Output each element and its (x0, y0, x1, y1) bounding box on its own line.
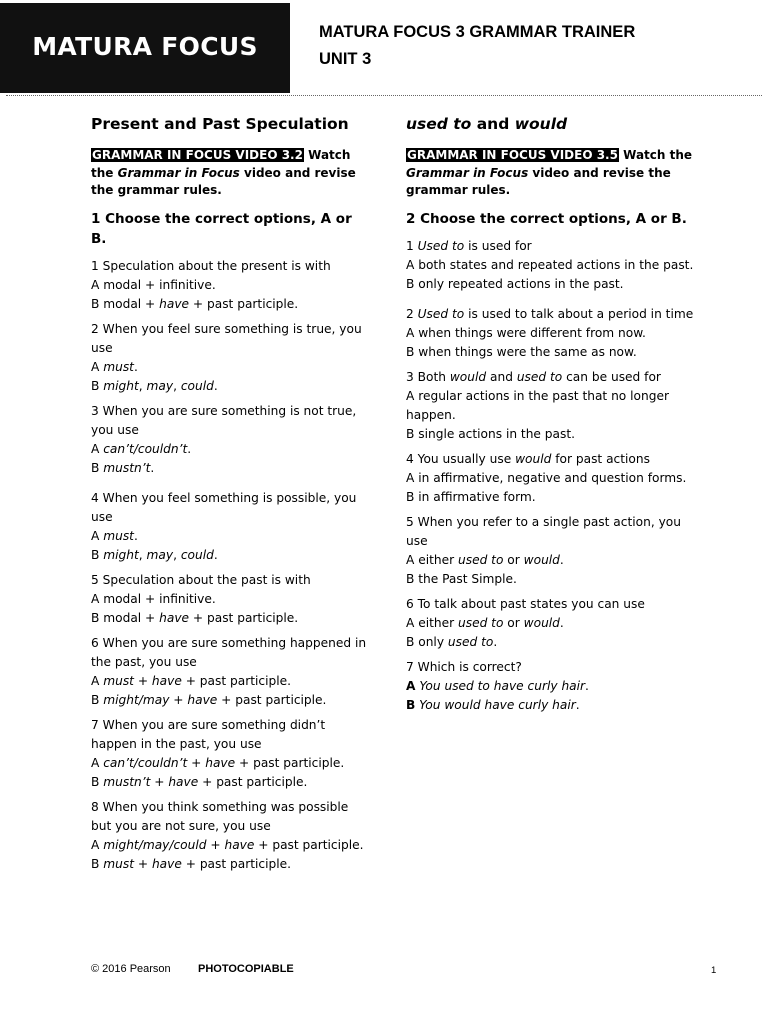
option-a[interactable]: A in affirmative, negative and question forms. (406, 470, 687, 485)
q-text: When you think something was possible but you are not sure, you use (91, 799, 349, 833)
option-a[interactable]: A both states and repeated actions in the past. (406, 257, 694, 272)
option-b[interactable]: B mustn’t. (91, 460, 155, 475)
q-text: When you are sure something is not true, you use (91, 403, 357, 437)
q-text: When you feel sure something is true, you use (91, 321, 362, 355)
option-a[interactable]: A regular actions in the past that no longer happen. (406, 388, 669, 422)
option-a[interactable]: A either used to or would. (406, 552, 564, 567)
option-a[interactable]: A You used to have curly hair. (406, 678, 589, 693)
q-number: 7 (91, 717, 99, 732)
option-a[interactable]: A can’t/couldn’t + have + past participle. (91, 755, 345, 770)
video-text: Watch the (618, 148, 693, 162)
q-number: 1 (91, 258, 99, 273)
photocopiable-label: PHOTOCOPIABLE (198, 963, 294, 975)
video-text-end: video and revise the grammar rules. (91, 165, 356, 197)
option-b[interactable]: B the Past Simple. (406, 571, 517, 586)
right-question-7: 7 Which is correct? A You used to have curly hair. B You would have curly hair. (406, 658, 706, 715)
video-text-italic: Grammar in Focus (117, 165, 240, 180)
left-question-3 (91, 402, 371, 478)
video-text-end: video and revise the grammar rules. (406, 165, 671, 197)
q-text: Speculation about the present is with (98, 258, 331, 273)
option-b[interactable]: B mustn’t + have + past participle. (91, 774, 308, 789)
q-text: When you are sure something didn’t happen in the past, you use (91, 717, 326, 751)
option-a[interactable]: A must + have + past participle. (91, 673, 291, 688)
q-number: 4 (91, 490, 99, 505)
left-heading: Present and Past Speculation (91, 115, 349, 133)
left-column (91, 113, 371, 880)
video-badge: GRAMMAR IN FOCUS VIDEO 3.2 (92, 148, 303, 162)
left-question-6 (91, 634, 371, 710)
q-number: 8 (91, 799, 99, 814)
q-number: 5 (91, 572, 99, 587)
left-question-2 (91, 320, 371, 396)
right-question-1: 1 Used to is used for A both states and repeated actions in the past. B only repeated actions in the past. (406, 237, 706, 294)
page-number: 1 (711, 965, 717, 976)
right-question-4: 4 You usually use would for past actions A in affirmative, negative and question forms. B in affirmative form. (406, 450, 706, 507)
q-text: When you are sure something happened in the past, you use (91, 635, 367, 669)
right-question-5: 5 When you refer to a single past action, you use A either used to or would. B the Past Simple. (406, 513, 706, 589)
option-b[interactable]: B modal + have + past participle. (91, 610, 299, 625)
q-number: 3 (91, 403, 99, 418)
matura-focus-logo (0, 3, 290, 93)
option-a[interactable]: A modal + infinitive. (91, 277, 216, 292)
right-heading: used to and would (406, 115, 568, 133)
video-text-italic: Grammar in Focus (406, 165, 529, 180)
title-line-1: MATURA FOCUS 3 GRAMMAR TRAINER (319, 23, 636, 41)
title-line-2: UNIT 3 (319, 50, 372, 68)
option-a[interactable]: A can’t/couldn’t. (91, 441, 192, 456)
option-a[interactable]: A modal + infinitive. (91, 591, 216, 606)
option-b[interactable]: B when things were the same as now. (406, 344, 637, 359)
right-task: 2 Choose the correct options, A or B. (406, 210, 687, 227)
right-column (406, 113, 706, 721)
option-a[interactable]: A must. (91, 359, 138, 374)
q-text: Speculation about the past is with (98, 572, 311, 587)
option-a[interactable]: A must. (91, 528, 138, 543)
left-question-7 (91, 716, 371, 792)
left-question-1 (91, 257, 371, 314)
logo-text: MATURA FOCUS (32, 31, 258, 61)
video-text: Watch the (91, 148, 351, 180)
option-b[interactable]: B modal + have + past participle. (91, 296, 299, 311)
option-b[interactable]: B only used to. (406, 634, 498, 649)
left-task: 1 Choose the correct options, A or B. (91, 210, 352, 247)
q-text: When you feel something is possible, you use (91, 490, 357, 524)
option-b[interactable]: B single actions in the past. (406, 426, 576, 441)
option-a[interactable]: A might/may/could + have + past participle. (91, 837, 364, 852)
q-number: 6 (91, 635, 99, 650)
right-question-6: 6 To talk about past states you can use A either used to or would. B only used to. (406, 595, 706, 652)
option-a[interactable]: A when things were different from now. (406, 325, 646, 340)
right-question-2: 2 Used to is used to talk about a period in time A when things were different from now. B when things were the same as now. (406, 305, 706, 362)
option-b[interactable]: B might, may, could. (91, 378, 218, 393)
option-b[interactable]: B must + have + past participle. (91, 856, 291, 871)
left-video-instruction (91, 147, 371, 200)
q-number: 2 (91, 321, 99, 336)
copyright: © 2016 Pearson (91, 963, 171, 975)
left-question-8 (91, 798, 371, 874)
option-b[interactable]: B might, may, could. (91, 547, 218, 562)
option-a[interactable]: A either used to or would. (406, 615, 564, 630)
page-title (319, 19, 635, 73)
video-badge: GRAMMAR IN FOCUS VIDEO 3.5 (407, 148, 618, 162)
left-question-5 (91, 571, 371, 628)
left-question-4 (91, 489, 371, 565)
option-b[interactable]: B You would have curly hair. (406, 697, 580, 712)
option-b[interactable]: B might/may + have + past participle. (91, 692, 327, 707)
header-divider (6, 95, 762, 96)
right-question-3: 3 Both would and used to can be used for A regular actions in the past that no longer happen. B single actions in the past. (406, 368, 706, 444)
option-b[interactable]: B in affirmative form. (406, 489, 536, 504)
option-b[interactable]: B only repeated actions in the past. (406, 276, 624, 291)
right-video-instruction (406, 147, 706, 200)
